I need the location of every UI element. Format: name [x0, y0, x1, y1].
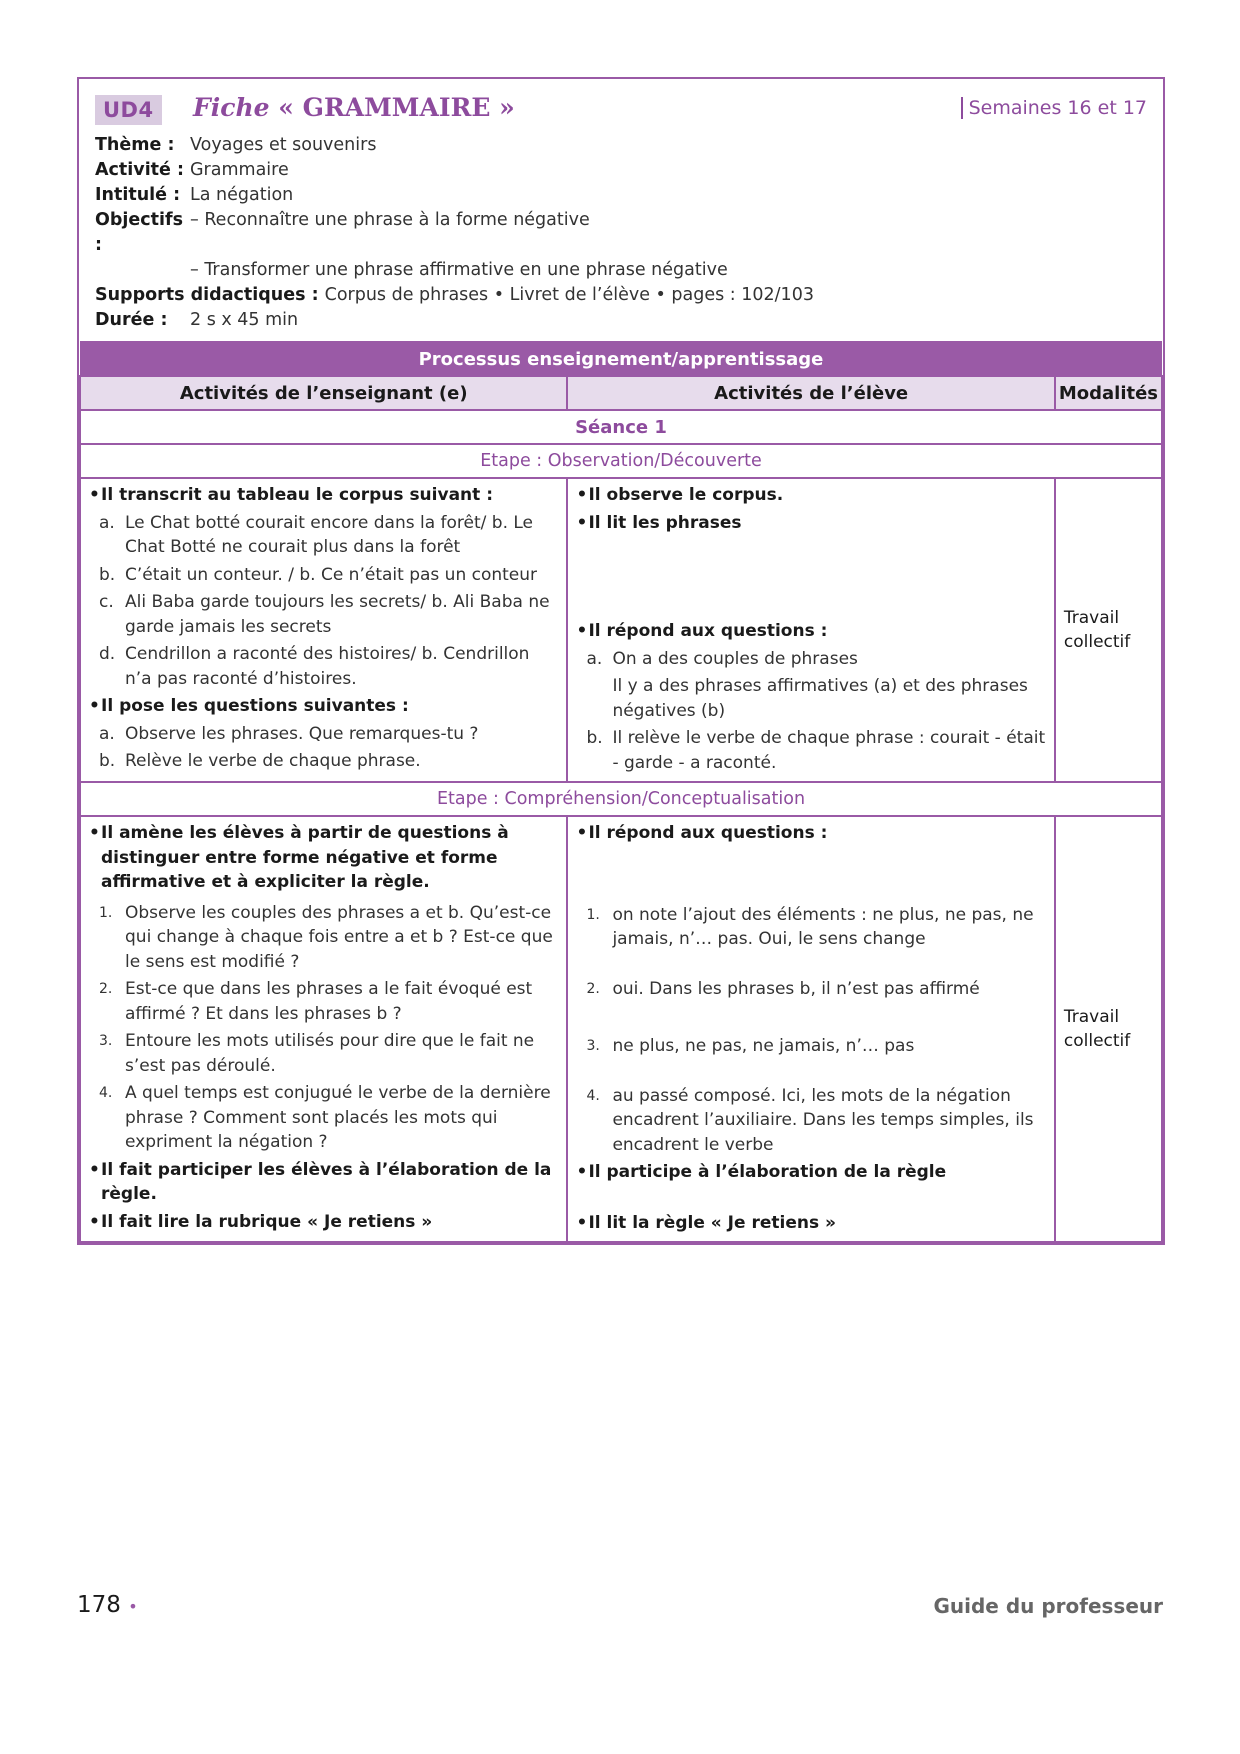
meta-value: 2 s x 45 min — [190, 310, 299, 330]
item-text: Cendrillon a raconté des histoires/ b. Cendrillon n’a pas raconté d’histoires. — [125, 644, 530, 689]
item-label: 4. — [586, 1087, 600, 1104]
item-label: 1. — [99, 904, 113, 921]
bullet-item: • Il amène les élèves à partir de questions à distinguer entre forme négative et forme affirmative et à expliciter la règle. — [89, 821, 558, 895]
col-header-modalites: Modalités — [1055, 376, 1162, 410]
etape-2-row — [80, 816, 1162, 1242]
etape-2-title: Etape : Compréhension/Conceptualisation — [80, 782, 1162, 816]
bullet-item: • Il répond aux questions : — [576, 821, 1045, 846]
meta-value: La négation — [190, 185, 294, 205]
item-label: a. — [99, 512, 115, 533]
process-table — [79, 341, 1163, 1243]
item-text: Ali Baba garde toujours les secrets/ b. Ali Baba ne garde jamais les secrets — [125, 592, 550, 637]
bullet-text: Il répond aux questions : — [588, 621, 828, 641]
list-item — [89, 749, 558, 774]
meta-objectifs — [95, 208, 1147, 258]
bullet-text: Il participe à l’élaboration de la règle — [588, 1162, 947, 1182]
bullet-item: • Il observe le corpus. — [576, 483, 1045, 508]
meta-duree — [95, 308, 1147, 333]
bullet-text: Il fait participer les élèves à l’élaboration de la règle. — [101, 1159, 552, 1204]
item-label: a. — [586, 648, 603, 669]
meta-key: Objectifs : — [95, 210, 184, 255]
item-text: oui. Dans les phrases b, il n’est pas affirmé — [612, 978, 980, 999]
list-item — [576, 647, 1045, 672]
meta-key: Supports didactiques : — [95, 285, 319, 305]
list-item — [89, 901, 558, 975]
item-label: 2. — [99, 981, 113, 997]
item-text: On a des couples de phrases — [612, 648, 858, 669]
bullet-item: • Il transcrit au tableau le corpus suivant : — [89, 483, 558, 508]
page-number-text: 178 — [77, 1592, 121, 1618]
col-header-student: Activités de l’élève — [567, 376, 1054, 410]
item-text: Le Chat botté courait encore dans la forêt/ b. Le Chat Botté ne courait plus dans la forêt — [125, 512, 534, 557]
item-label: 2. — [586, 980, 600, 997]
item-text: au passé composé. Ici, les mots de la négation encadrent l’auxiliaire. Dans les temps simples, ils encadrent le verbe — [612, 1085, 1034, 1155]
list-item — [576, 1034, 1045, 1059]
list-item — [89, 722, 558, 747]
item-label: d. — [99, 644, 116, 664]
bullet-text: Il lit les phrases — [588, 512, 742, 533]
item-label: b. — [586, 728, 603, 748]
list-item — [576, 903, 1045, 952]
meta-key: Intitulé : — [95, 185, 181, 205]
item-text: A quel temps est conjugué le verbe de la dernière phrase ? Comment sont placés les mots qui expriment la négation ? — [125, 1083, 551, 1152]
col-header-teacher: Activités de l’enseignant (e) — [80, 376, 567, 410]
bullet-item: • Il fait participer les élèves à l’élaboration de la règle. — [89, 1158, 558, 1207]
meta-value: Grammaire — [190, 160, 289, 180]
item-label: b. — [99, 564, 116, 585]
bullet-item: • Il lit les phrases — [576, 511, 1045, 536]
title-main: « GRAMMAIRE » — [278, 93, 515, 122]
item-text: Il relève le verbe de chaque phrase : courait - était - garde - a raconté. — [612, 728, 1046, 773]
title-row — [95, 93, 1147, 133]
weeks-label: Semaines 16 et 17 — [961, 97, 1147, 119]
list-item — [89, 1081, 558, 1155]
meta-key: Activité : — [95, 160, 185, 180]
list-item — [576, 1084, 1045, 1158]
item-label: c. — [99, 592, 114, 612]
item-text: C’était un conteur. / b. Ce n’était pas un conteur — [125, 564, 538, 585]
meta-activite — [95, 158, 1147, 183]
meta-theme — [95, 133, 1147, 158]
bullet-item: • Il participe à l’élaboration de la règle — [576, 1160, 1045, 1185]
meta-key: Durée : — [95, 310, 168, 330]
title-prefix: Fiche — [193, 93, 270, 122]
etape-1-row — [80, 478, 1162, 782]
sheet-title — [193, 93, 515, 122]
list-item — [576, 726, 1045, 775]
meta-supports — [95, 283, 1147, 308]
etape-2-modalite: Travail collectif — [1055, 816, 1162, 1242]
item-text: on note l’ajout des éléments : ne plus, ne pas, ne jamais, n’… pas. Oui, le sens change — [612, 904, 1034, 949]
list-item — [89, 511, 558, 560]
etape-1-student — [567, 478, 1054, 782]
etape-2-teacher — [80, 816, 567, 1242]
etape-1-title: Etape : Observation/Découverte — [80, 444, 1162, 478]
bullet-item: • Il répond aux questions : — [576, 619, 1045, 644]
meta-value: – Reconnaître une phrase à la forme négative — [190, 210, 590, 230]
meta-intitule — [95, 183, 1147, 208]
list-item — [576, 977, 1045, 1002]
meta-key: Thème : — [95, 135, 175, 155]
bullet-text: Il transcrit au tableau le corpus suivant : — [101, 485, 493, 505]
bullet-text: Il observe le corpus. — [588, 485, 784, 505]
item-label: 4. — [99, 1085, 113, 1101]
bullet-text: Il fait lire la rubrique « Je retiens » — [101, 1211, 433, 1232]
bullet-text: Il répond aux questions : — [588, 823, 828, 843]
item-label: 1. — [586, 906, 600, 923]
list-item — [89, 563, 558, 588]
list-item — [89, 642, 558, 691]
item-text: Est-ce que dans les phrases a le fait évoqué est affirmé ? Et dans les phrases b ? — [125, 979, 533, 1024]
seance-title: Séance 1 — [80, 410, 1162, 444]
process-band: Processus enseignement/apprentissage — [80, 342, 1162, 376]
list-item — [89, 1029, 558, 1078]
meta-objectif-2 — [95, 258, 1147, 283]
etape-1-teacher — [80, 478, 567, 782]
meta-value: – Transformer une phrase affirmative en une phrase négative — [190, 260, 728, 280]
item-continuation: Il y a des phrases affirmatives (a) et des phrases négatives (b) — [612, 676, 1028, 721]
item-text: ne plus, ne pas, ne jamais, n’… pas — [612, 1036, 915, 1056]
item-text: Observe les phrases. Que remarques-tu ? — [125, 723, 479, 744]
bullet-text: Il lit la règle « Je retiens » — [588, 1212, 836, 1233]
item-text: Observe les couples des phrases a et b. Qu’est-ce qui change à chaque fois entre a et b ? Est-ce que le sens est modifié ? — [125, 902, 553, 972]
page-number — [77, 1592, 138, 1618]
bullet-item: • Il lit la règle « Je retiens » — [576, 1211, 1045, 1236]
bullet-text: Il pose les questions suivantes : — [101, 696, 409, 716]
etape-1-modalite: Travail collectif — [1055, 478, 1162, 782]
item-label: a. — [99, 723, 115, 744]
meta-block — [95, 133, 1147, 333]
list-item — [89, 977, 558, 1026]
bullet-item: • Il fait lire la rubrique « Je retiens » — [89, 1210, 558, 1235]
sheet-header — [79, 79, 1163, 341]
meta-value: Corpus de phrases • Livret de l’élève • pages : 102/103 — [324, 285, 814, 305]
item-text: Entoure les mots utilisés pour dire que le fait ne s’est pas déroulé. — [125, 1031, 535, 1076]
bullet-item: • Il pose les questions suivantes : — [89, 694, 558, 719]
unit-badge: UD4 — [95, 95, 162, 125]
item-label: 3. — [586, 1038, 600, 1054]
page-bullet: • — [128, 1597, 138, 1616]
list-item — [89, 590, 558, 639]
bullet-text: Il amène les élèves à partir de questions à distinguer entre forme négative et forme affirmative et à expliciter la règle. — [101, 823, 509, 892]
item-text: Relève le verbe de chaque phrase. — [125, 751, 421, 771]
lesson-sheet — [77, 77, 1165, 1245]
meta-value: Voyages et souvenirs — [190, 135, 377, 155]
item-label: 3. — [99, 1033, 113, 1049]
item-label: b. — [99, 751, 116, 771]
footer-guide: Guide du professeur — [933, 1594, 1163, 1618]
etape-2-student — [567, 816, 1054, 1242]
